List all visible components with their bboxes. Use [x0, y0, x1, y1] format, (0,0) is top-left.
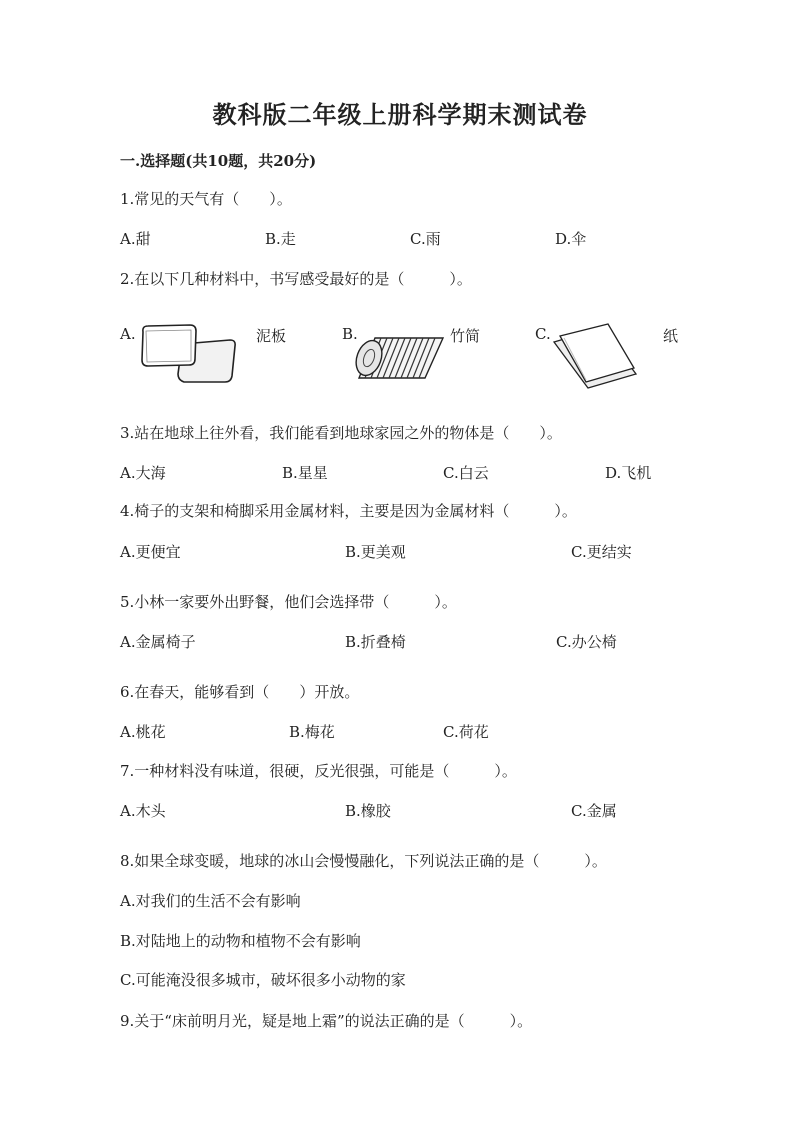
question-9: 9.关于“床前明月光，疑是地上霜”的说法正确的是（ ）。	[120, 1012, 533, 1030]
question-8: 8.如果全球变暖，地球的冰山会慢慢融化，下列说法正确的是（ ）。	[120, 852, 607, 870]
q6-option-b[interactable]: B.梅花	[289, 723, 335, 741]
q1-option-d[interactable]: D.伞	[555, 230, 587, 248]
q2-option-b-label[interactable]: B.	[342, 325, 358, 343]
q2-option-c-label[interactable]: C.	[535, 325, 551, 343]
q2-option-c-text: 纸	[663, 327, 679, 345]
q4-option-c[interactable]: C.更结实	[571, 543, 632, 561]
q7-option-c[interactable]: C.金属	[571, 802, 617, 820]
q5-option-a[interactable]: A.金属椅子	[120, 633, 196, 651]
q6-option-c[interactable]: C.荷花	[443, 723, 489, 741]
q1-option-b[interactable]: B.走	[265, 230, 296, 248]
q2-option-a-label[interactable]: A.	[120, 325, 136, 343]
question-3: 3.站在地球上往外看，我们能看到地球家园之外的物体是（ ）。	[120, 424, 562, 442]
q3-option-b[interactable]: B.星星	[282, 464, 328, 482]
bamboo-slips-image	[355, 328, 445, 386]
q4-option-a[interactable]: A.更便宜	[120, 543, 181, 561]
q3-option-c[interactable]: C.白云	[443, 464, 489, 482]
question-1: 1.常见的天气有（ ）。	[120, 190, 292, 208]
question-7: 7.一种材料没有味道，很硬，反光很强，可能是（ ）。	[120, 762, 517, 780]
q8-option-a[interactable]: A.对我们的生活不会有影响	[120, 892, 301, 910]
q4-option-b[interactable]: B.更美观	[345, 543, 406, 561]
question-2: 2.在以下几种材料中，书写感受最好的是（ ）。	[120, 270, 472, 288]
q5-option-c[interactable]: C.办公椅	[556, 633, 617, 651]
q3-option-a[interactable]: A.大海	[120, 464, 166, 482]
question-4: 4.椅子的支架和椅脚采用金属材料，主要是因为金属材料（ ）。	[120, 502, 577, 520]
q7-option-a[interactable]: A.木头	[120, 802, 166, 820]
q1-option-c[interactable]: C.雨	[410, 230, 441, 248]
clay-tablet-image	[138, 322, 238, 384]
q7-option-b[interactable]: B.橡胶	[345, 802, 391, 820]
page-title: 教科版二年级上册科学期末测试卷	[212, 100, 588, 129]
question-6: 6.在春天，能够看到（ ）开放。	[120, 683, 360, 701]
q2-option-b-text: 竹简	[450, 327, 481, 345]
q3-option-d[interactable]: D.飞机	[605, 464, 652, 482]
q8-option-b[interactable]: B.对陆地上的动物和植物不会有影响	[120, 932, 361, 950]
q2-option-a-text: 泥板	[256, 327, 287, 345]
q1-option-a[interactable]: A.甜	[120, 230, 151, 248]
section-heading: 一.选择题(共10题，共20分)	[120, 152, 317, 170]
q8-option-c[interactable]: C.可能淹没很多城市，破坏很多小动物的家	[120, 971, 406, 989]
q6-option-a[interactable]: A.桃花	[120, 723, 166, 741]
question-5: 5.小林一家要外出野餐，他们会选择带（ ）。	[120, 593, 457, 611]
paper-image	[550, 322, 640, 390]
q5-option-b[interactable]: B.折叠椅	[345, 633, 406, 651]
